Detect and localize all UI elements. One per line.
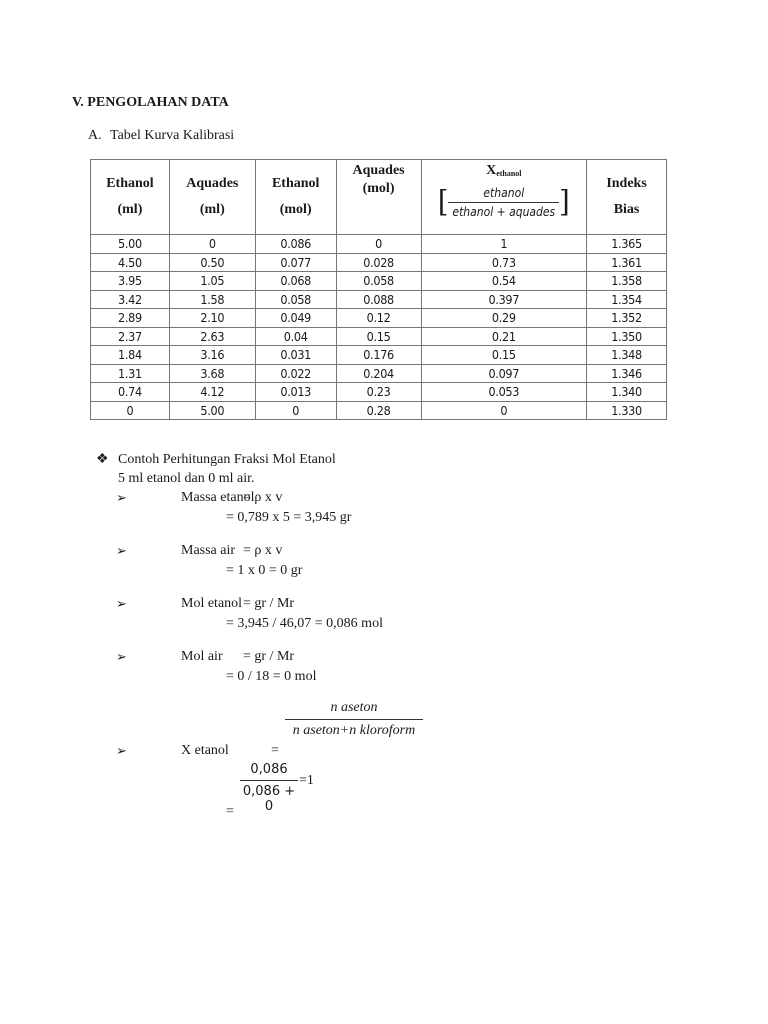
table-row [91,290,667,309]
table-cell: 4.12 [169,383,255,402]
header-aquades-mol: Aquades (mol) [336,160,421,235]
table-cell: 0 [169,235,255,254]
table-cell: 0.053 [421,383,587,402]
formula-numerator: n aseton [285,700,423,720]
table-cell: 1.31 [91,364,170,383]
x-etanol-equals: = [271,743,279,758]
step-result: = 3,945 / 46,07 = 0,086 mol [226,616,383,631]
table-row [91,309,667,328]
table-cell: 1.365 [587,235,667,254]
table-row [91,253,667,272]
table-cell: 1.58 [169,290,255,309]
header-ethanol-ml: Ethanol (ml) [91,160,170,235]
table-cell: 0 [421,401,587,420]
x-etanol-calculation [240,762,298,814]
table-cell: 0.058 [255,290,336,309]
table-cell: 2.63 [169,327,255,346]
table-row [91,401,667,420]
table-cell: 1.330 [587,401,667,420]
section-heading: V. PENGOLAHAN DATA [72,95,229,110]
step-formula: = ρ x v [243,490,283,505]
table-row [91,272,667,291]
table-cell: 0.176 [336,346,421,365]
table-cell: 1 [421,235,587,254]
table-cell: 5.00 [91,235,170,254]
table-cell: 0.397 [421,290,587,309]
table-cell: 0.013 [255,383,336,402]
table-cell: 0.077 [255,253,336,272]
step-label: Massa air [181,543,236,558]
table-cell: 1.358 [587,272,667,291]
table-cell: 0.12 [336,309,421,328]
table-cell: 0.21 [421,327,587,346]
calc-denominator: 0,086 + 0 [242,784,296,814]
step-result: = 1 x 0 = 0 gr [226,563,303,578]
table-cell: 0.088 [336,290,421,309]
table-cell: 0.28 [336,401,421,420]
table-cell: 0.73 [421,253,587,272]
table-cell: 5.00 [169,401,255,420]
x-etanol-label: X etanol [181,743,229,758]
step-formula: = ρ x v [243,543,283,558]
table-cell: 3.16 [169,346,255,365]
table-cell: 0.097 [421,364,587,383]
table-cell: 1.361 [587,253,667,272]
header-x-ethanol: Xethanol [ $\frac{\text{ethanol}}{\text{ethanol + aquades}}$ ] [421,160,587,235]
table-cell: 0.15 [421,346,587,365]
table-cell: 0.204 [336,364,421,383]
header-ethanol-mol: Ethanol (mol) [255,160,336,235]
arrow-bullet-icon: ➢ [116,596,127,611]
table-cell: 0.068 [255,272,336,291]
x-ethanol-formula: [ $\frac{\text{ethanol}}{\text{ethanol + aquades}}$ ] [437,184,570,220]
table-cell: 1.352 [587,309,667,328]
arrow-bullet-icon: ➢ [116,543,127,558]
table-row [91,364,667,383]
arrow-bullet-icon: ➢ [116,649,127,664]
subsection-heading [88,128,234,144]
calibration-table [90,159,667,420]
table-cell: 0.049 [255,309,336,328]
x-etanol-equals-2: = [226,804,234,819]
table-cell: 0 [336,235,421,254]
example-title: Contoh Perhitungan Fraksi Mol Etanol [118,452,336,467]
calc-result: =1 [299,773,314,788]
header-indeks-bias: Indeks Bias [587,160,667,235]
table-cell: 0.058 [336,272,421,291]
table-cell: 0.23 [336,383,421,402]
table-row [91,235,667,254]
table-cell: 3.95 [91,272,170,291]
step-label: Massa etanol [181,490,255,505]
table-cell: 0.74 [91,383,170,402]
step-formula: = gr / Mr [243,649,295,664]
subsection-title: Tabel Kurva Kalibrasi [110,128,235,143]
table-cell: 2.89 [91,309,170,328]
step-result: = 0 / 18 = 0 mol [226,669,317,684]
subsection-letter: A. [88,128,102,143]
table-row [91,327,667,346]
table-cell: 0.29 [421,309,587,328]
table-cell: 3.68 [169,364,255,383]
table-cell: 1.350 [587,327,667,346]
table-header-row [91,160,667,235]
table-cell: 1.354 [587,290,667,309]
arrow-bullet-icon: ➢ [116,743,127,758]
table-cell: 0.022 [255,364,336,383]
step-label: Mol air [181,649,223,664]
diamond-bullet-icon: ❖ [96,452,109,467]
table-cell: 1.05 [169,272,255,291]
table-cell: 1.84 [91,346,170,365]
step-label: Mol etanol [181,596,243,611]
step-result: = 0,789 x 5 = 3,945 gr [226,510,352,525]
table-cell: 0.15 [336,327,421,346]
table-cell: 2.37 [91,327,170,346]
arrow-bullet-icon: ➢ [116,490,127,505]
table-cell: 2.10 [169,309,255,328]
table-cell: 1.348 [587,346,667,365]
mole-fraction-formula [285,700,423,739]
table-cell: 0.50 [169,253,255,272]
table-cell: 0.04 [255,327,336,346]
table-row [91,346,667,365]
table-cell: 0 [255,401,336,420]
table-cell: 0 [91,401,170,420]
calc-numerator: 0,086 [240,762,298,781]
table-cell: 0.086 [255,235,336,254]
table-cell: 4.50 [91,253,170,272]
header-aquades-ml: Aquades (ml) [169,160,255,235]
table-cell: 0.031 [255,346,336,365]
table-row [91,383,667,402]
formula-denominator: n aseton+n kloroform [292,723,416,738]
table-cell: 1.346 [587,364,667,383]
table-cell: 0.028 [336,253,421,272]
table-cell: 3.42 [91,290,170,309]
step-formula: = gr / Mr [243,596,295,611]
example-subtitle: 5 ml etanol dan 0 ml air. [118,471,255,486]
table-cell: 1.340 [587,383,667,402]
table-cell: 0.54 [421,272,587,291]
